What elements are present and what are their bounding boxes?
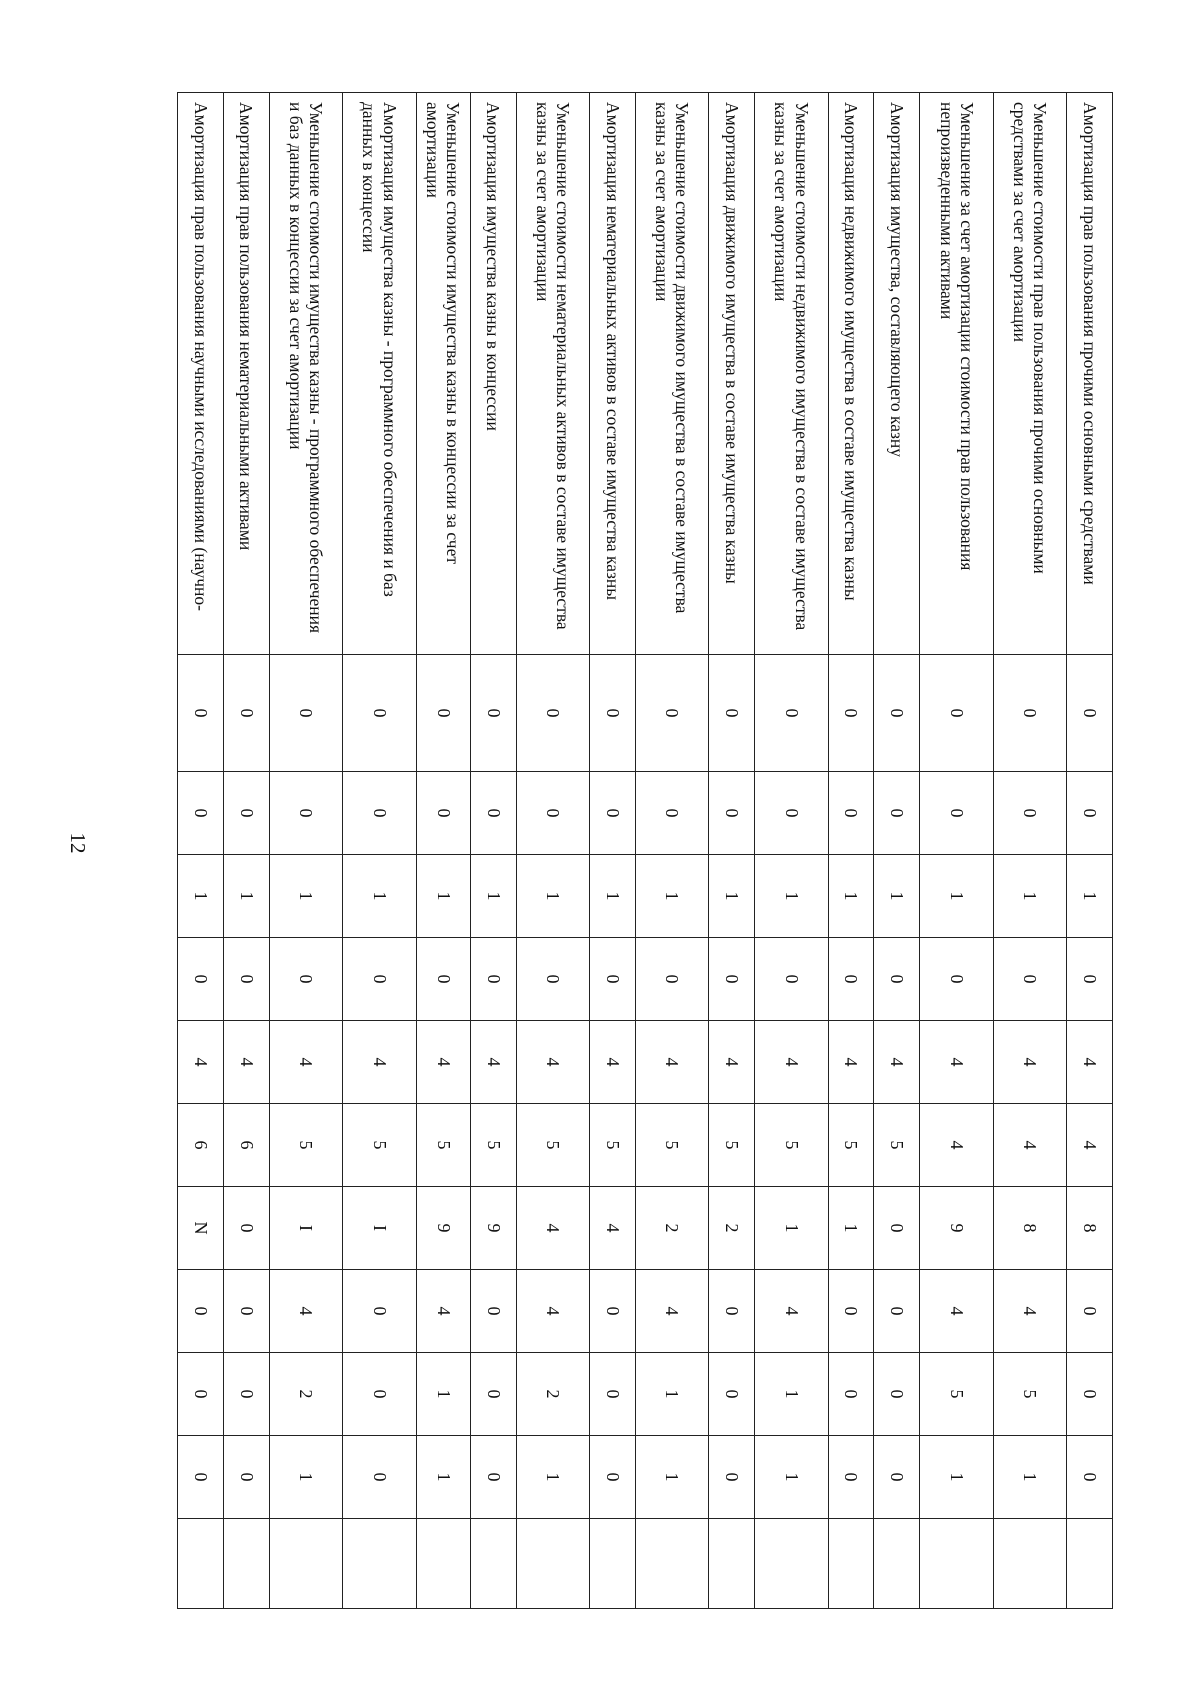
account-name-cell: Уменьшение стоимости недвижимого имущества в составе имущества казны за счет амортизации	[755, 93, 828, 655]
code-digit-cell: 0	[470, 1270, 516, 1353]
code-digit-cell: 0	[223, 655, 269, 772]
code-digit-cell: 1	[269, 1436, 342, 1519]
table-row	[635, 93, 708, 1609]
code-digit-cell: 0	[223, 938, 269, 1021]
table-row	[178, 93, 224, 1609]
code-digit-cell: 1	[920, 855, 993, 938]
empty-cell	[1067, 1519, 1113, 1609]
account-name-cell: Уменьшение стоимости нематериальных активов в составе имущества казны за счет амортизации	[516, 93, 589, 655]
code-digit-cell: 1	[416, 1436, 470, 1519]
code-digit-cell: 1	[516, 855, 589, 938]
code-digit-cell: 4	[635, 1021, 708, 1104]
code-digit-cell: 0	[516, 938, 589, 1021]
code-digit-cell: 5	[755, 1104, 828, 1187]
code-digit-cell: 9	[470, 1187, 516, 1270]
code-digit-cell: 0	[590, 938, 636, 1021]
code-digit-cell: 0	[223, 1353, 269, 1436]
code-digit-cell: 4	[920, 1270, 993, 1353]
code-digit-cell: 0	[993, 938, 1066, 1021]
account-name-cell: Амортизация движимого имущества в составе имущества казны	[709, 93, 755, 655]
code-digit-cell: 0	[828, 1353, 874, 1436]
code-digit-cell: 4	[516, 1270, 589, 1353]
code-digit-cell: 0	[828, 655, 874, 772]
code-digit-cell: 0	[755, 655, 828, 772]
code-digit-cell: 0	[828, 772, 874, 855]
code-digit-cell: 1	[416, 855, 470, 938]
code-digit-cell: 0	[223, 1436, 269, 1519]
code-digit-cell: 1	[1067, 855, 1113, 938]
code-digit-cell: 0	[755, 938, 828, 1021]
account-name-cell: Амортизация имущества казны в концессии	[470, 93, 516, 655]
code-digit-cell: 5	[416, 1104, 470, 1187]
code-digit-cell: 0	[709, 938, 755, 1021]
code-digit-cell: 4	[709, 1021, 755, 1104]
code-digit-cell: 5	[709, 1104, 755, 1187]
account-name-cell: Амортизация нематериальных активов в составе имущества казны	[590, 93, 636, 655]
code-digit-cell: 4	[755, 1270, 828, 1353]
code-digit-cell: 1	[755, 1436, 828, 1519]
account-name-cell: Уменьшение стоимости имущества казны в концессии за счет амортизации	[416, 93, 470, 655]
code-digit-cell: 8	[1067, 1187, 1113, 1270]
code-digit-cell: 0	[416, 938, 470, 1021]
table-body	[178, 93, 1113, 1609]
code-digit-cell: 1	[920, 1436, 993, 1519]
empty-cell	[269, 1519, 342, 1609]
table-row	[874, 93, 920, 1609]
code-digit-cell: 0	[920, 772, 993, 855]
code-digit-cell: 0	[635, 938, 708, 1021]
code-digit-cell: 0	[709, 1436, 755, 1519]
code-digit-cell: 5	[874, 1104, 920, 1187]
code-digit-cell: 1	[416, 1353, 470, 1436]
code-digit-cell: 5	[635, 1104, 708, 1187]
code-digit-cell: 0	[343, 938, 416, 1021]
account-name-cell: Амортизация имущества, составляющего казну	[874, 93, 920, 655]
code-digit-cell: 4	[755, 1021, 828, 1104]
code-digit-cell: 0	[343, 1436, 416, 1519]
code-digit-cell: 1	[828, 1187, 874, 1270]
code-digit-cell: 0	[1067, 1436, 1113, 1519]
code-digit-cell: N	[178, 1187, 224, 1270]
empty-cell	[920, 1519, 993, 1609]
code-digit-cell: 0	[993, 772, 1066, 855]
code-digit-cell: 1	[874, 855, 920, 938]
table-row	[1067, 93, 1113, 1609]
code-digit-cell: 4	[635, 1270, 708, 1353]
code-digit-cell: 0	[874, 1270, 920, 1353]
code-digit-cell: 4	[920, 1021, 993, 1104]
code-digit-cell: 4	[590, 1021, 636, 1104]
table-row	[223, 93, 269, 1609]
code-digit-cell: 0	[874, 772, 920, 855]
code-digit-cell: 0	[993, 655, 1066, 772]
code-digit-cell: 0	[470, 1436, 516, 1519]
code-digit-cell: 0	[635, 772, 708, 855]
code-digit-cell: 1	[993, 1436, 1066, 1519]
table-row	[755, 93, 828, 1609]
code-digit-cell: 2	[709, 1187, 755, 1270]
code-digit-cell: 1	[755, 1353, 828, 1436]
code-digit-cell: 1	[709, 855, 755, 938]
code-digit-cell: 0	[516, 655, 589, 772]
code-digit-cell: 4	[874, 1021, 920, 1104]
account-name-cell: Уменьшение стоимости прав пользования прочими основными средствами за счет амортизации	[993, 93, 1066, 655]
code-digit-cell: 4	[223, 1021, 269, 1104]
code-digit-cell: 5	[470, 1104, 516, 1187]
code-digit-cell: 4	[470, 1021, 516, 1104]
table-row	[828, 93, 874, 1609]
table-row	[590, 93, 636, 1609]
code-digit-cell: 0	[178, 1353, 224, 1436]
code-digit-cell: 2	[516, 1353, 589, 1436]
code-digit-cell: 4	[920, 1104, 993, 1187]
code-digit-cell: 4	[993, 1021, 1066, 1104]
empty-cell	[828, 1519, 874, 1609]
code-digit-cell: 5	[590, 1104, 636, 1187]
code-digit-cell: 0	[590, 772, 636, 855]
code-digit-cell: 0	[516, 772, 589, 855]
code-digit-cell: 6	[178, 1104, 224, 1187]
code-digit-cell: 0	[178, 772, 224, 855]
empty-cell	[516, 1519, 589, 1609]
code-digit-cell: 1	[470, 855, 516, 938]
empty-cell	[178, 1519, 224, 1609]
empty-cell	[874, 1519, 920, 1609]
code-digit-cell: 1	[755, 1187, 828, 1270]
code-digit-cell: 9	[416, 1187, 470, 1270]
code-digit-cell: 0	[343, 655, 416, 772]
code-digit-cell: 1	[516, 1436, 589, 1519]
code-digit-cell: 0	[1067, 772, 1113, 855]
code-digit-cell: 0	[874, 655, 920, 772]
empty-cell	[755, 1519, 828, 1609]
code-digit-cell: 0	[755, 772, 828, 855]
code-digit-cell: 5	[993, 1353, 1066, 1436]
code-digit-cell: 1	[223, 855, 269, 938]
code-digit-cell: 0	[874, 1187, 920, 1270]
code-digit-cell: 0	[828, 1436, 874, 1519]
empty-cell	[635, 1519, 708, 1609]
code-digit-cell: 0	[709, 772, 755, 855]
code-digit-cell: 0	[223, 1270, 269, 1353]
code-digit-cell: 4	[1067, 1104, 1113, 1187]
code-digit-cell: 4	[590, 1187, 636, 1270]
code-digit-cell: 8	[993, 1187, 1066, 1270]
code-digit-cell: 0	[590, 1436, 636, 1519]
page-number: 12	[66, 832, 90, 854]
account-name-cell: Амортизация недвижимого имущества в составе имущества казны	[828, 93, 874, 655]
code-digit-cell: 0	[470, 655, 516, 772]
code-digit-cell: 1	[635, 1436, 708, 1519]
code-digit-cell: I	[269, 1187, 342, 1270]
code-digit-cell: 0	[269, 655, 342, 772]
code-digit-cell: 0	[709, 1353, 755, 1436]
code-digit-cell: 1	[269, 855, 342, 938]
code-digit-cell: 0	[343, 772, 416, 855]
code-digit-cell: 2	[635, 1187, 708, 1270]
empty-cell	[590, 1519, 636, 1609]
code-digit-cell: 1	[343, 855, 416, 938]
code-digit-cell: 5	[516, 1104, 589, 1187]
code-digit-cell: 9	[920, 1187, 993, 1270]
code-digit-cell: 4	[269, 1021, 342, 1104]
code-digit-cell: 0	[590, 655, 636, 772]
code-digit-cell: 6	[223, 1104, 269, 1187]
code-digit-cell: 4	[516, 1021, 589, 1104]
code-digit-cell: 0	[874, 1436, 920, 1519]
code-digit-cell: 0	[223, 1187, 269, 1270]
table-row	[269, 93, 342, 1609]
code-digit-cell: 0	[590, 1353, 636, 1436]
code-digit-cell: 4	[416, 1270, 470, 1353]
code-digit-cell: 1	[755, 855, 828, 938]
code-digit-cell: 5	[828, 1104, 874, 1187]
account-name-cell: Уменьшение стоимости имущества казны - программного обеспечения и баз данных в концессии за счет амортизации	[269, 93, 342, 655]
account-name-cell: Уменьшение стоимости движимого имущества в составе имущества казны за счет амортизации	[635, 93, 708, 655]
code-digit-cell: 4	[993, 1270, 1066, 1353]
code-digit-cell: 0	[709, 655, 755, 772]
code-digit-cell: 4	[343, 1021, 416, 1104]
code-digit-cell: 0	[223, 772, 269, 855]
code-digit-cell: 0	[590, 1270, 636, 1353]
code-digit-cell: 1	[635, 855, 708, 938]
code-digit-cell: 1	[178, 855, 224, 938]
code-digit-cell: 0	[416, 772, 470, 855]
code-digit-cell: 5	[920, 1353, 993, 1436]
code-digit-cell: 0	[178, 1436, 224, 1519]
table-row	[416, 93, 470, 1609]
code-digit-cell: 0	[470, 772, 516, 855]
code-digit-cell: 0	[416, 655, 470, 772]
table-row	[993, 93, 1066, 1609]
code-digit-cell: 0	[920, 655, 993, 772]
code-digit-cell: 0	[709, 1270, 755, 1353]
code-digit-cell: 0	[343, 1353, 416, 1436]
code-digit-cell: 0	[1067, 1353, 1113, 1436]
code-digit-cell: 0	[828, 1270, 874, 1353]
table-row	[516, 93, 589, 1609]
code-digit-cell: 0	[635, 655, 708, 772]
empty-cell	[223, 1519, 269, 1609]
empty-cell	[470, 1519, 516, 1609]
code-digit-cell: 4	[416, 1021, 470, 1104]
code-digit-cell: 1	[993, 855, 1066, 938]
code-digit-cell: 5	[343, 1104, 416, 1187]
code-digit-cell: 0	[874, 938, 920, 1021]
code-digit-cell: 0	[343, 1270, 416, 1353]
empty-cell	[343, 1519, 416, 1609]
code-digit-cell: 0	[1067, 655, 1113, 772]
code-digit-cell: 0	[470, 1353, 516, 1436]
code-digit-cell: 4	[178, 1021, 224, 1104]
account-name-cell: Амортизация имущества казны - программного обеспечения и баз данных в концессии	[343, 93, 416, 655]
code-digit-cell: 0	[269, 772, 342, 855]
table-row	[343, 93, 416, 1609]
code-digit-cell: 0	[828, 938, 874, 1021]
table-row	[470, 93, 516, 1609]
code-digit-cell: 0	[178, 938, 224, 1021]
code-digit-cell: 2	[269, 1353, 342, 1436]
code-digit-cell: 1	[635, 1353, 708, 1436]
code-digit-cell: 4	[993, 1104, 1066, 1187]
empty-cell	[709, 1519, 755, 1609]
table-row	[920, 93, 993, 1609]
empty-cell	[416, 1519, 470, 1609]
table-rotated-container	[177, 92, 1113, 1608]
code-digit-cell: 0	[178, 1270, 224, 1353]
account-name-cell: Амортизация прав пользования нематериальными активами	[223, 93, 269, 655]
code-digit-cell: 0	[178, 655, 224, 772]
code-digit-cell: 1	[828, 855, 874, 938]
code-digit-cell: 0	[874, 1353, 920, 1436]
code-digit-cell: I	[343, 1187, 416, 1270]
empty-cell	[993, 1519, 1066, 1609]
table-row	[709, 93, 755, 1609]
account-name-cell: Амортизация прав пользования научными исследованиями (научно-	[178, 93, 224, 655]
code-digit-cell: 0	[269, 938, 342, 1021]
code-digit-cell: 0	[1067, 1270, 1113, 1353]
code-digit-cell: 4	[516, 1187, 589, 1270]
code-digit-cell: 0	[1067, 938, 1113, 1021]
code-digit-cell: 4	[269, 1270, 342, 1353]
code-digit-cell: 4	[1067, 1021, 1113, 1104]
code-digit-cell: 0	[920, 938, 993, 1021]
account-name-cell: Уменьшение за счет амортизации стоимости прав пользования непроизведенными активами	[920, 93, 993, 655]
code-digit-cell: 1	[590, 855, 636, 938]
accounts-table	[177, 92, 1113, 1609]
account-name-cell: Амортизация прав пользования прочими основными средствами	[1067, 93, 1113, 655]
code-digit-cell: 4	[828, 1021, 874, 1104]
code-digit-cell: 5	[269, 1104, 342, 1187]
code-digit-cell: 0	[470, 938, 516, 1021]
